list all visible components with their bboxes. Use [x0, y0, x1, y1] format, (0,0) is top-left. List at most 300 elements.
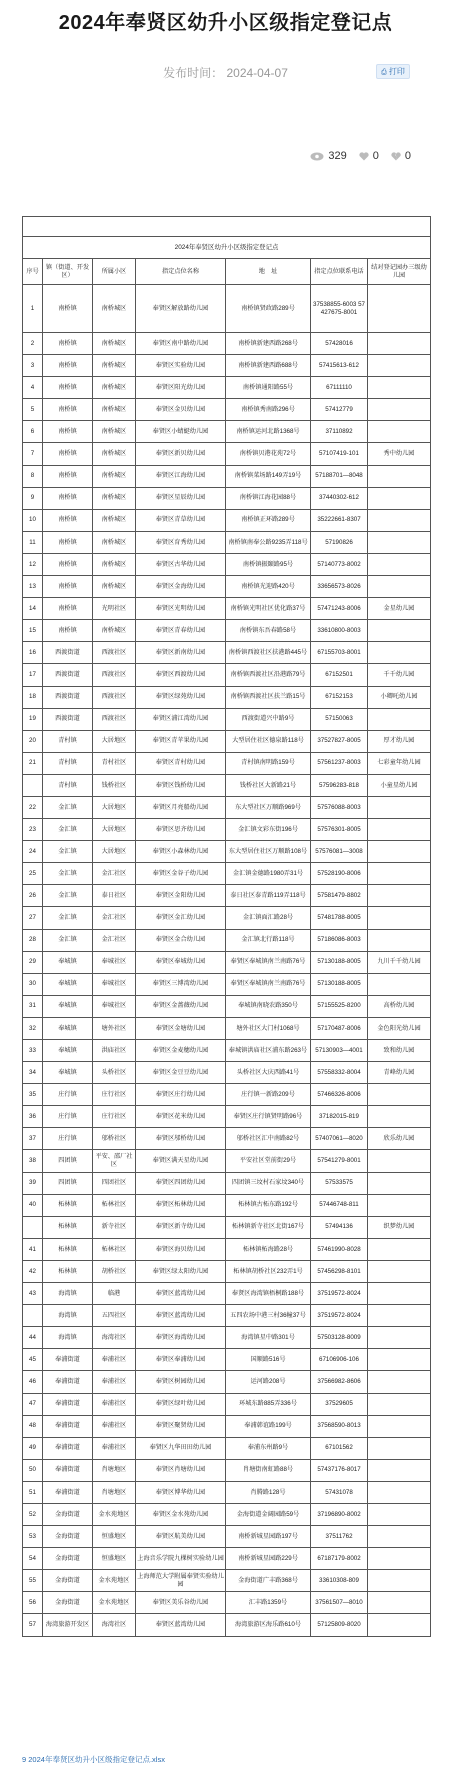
table-cell: 奉贤区阳光幼儿园 — [136, 377, 226, 399]
table-cell: 奉城镇 — [43, 1062, 93, 1084]
table-cell: 恒盛地区 — [93, 1526, 136, 1548]
table-row — [23, 1371, 431, 1393]
table-cell: 57561237-8003 — [311, 752, 368, 774]
attachment-link[interactable]: 9 2024年奉贤区幼升小区级指定登记点.xlsx — [22, 1755, 165, 1764]
table-cell: 庄行镇 — [43, 1106, 93, 1128]
publish-date: 2024-04-07 — [226, 66, 288, 80]
table-cell: 奉贤区海湾幼儿园 — [136, 1327, 226, 1349]
table-cell: 45 — [23, 1349, 43, 1371]
table-row — [23, 1238, 431, 1260]
table-cell: 南桥镇江海花园88号 — [226, 487, 311, 509]
table-cell — [368, 553, 431, 575]
table-cell — [23, 1216, 43, 1238]
table-row — [23, 1062, 431, 1084]
table-cell: 奉浦韩谊路199号 — [226, 1415, 311, 1437]
table-cell: 南桥城区 — [93, 531, 136, 553]
table-cell: 17 — [23, 664, 43, 686]
table-cell: 67111110 — [311, 377, 368, 399]
table-cell — [368, 1172, 431, 1194]
table-cell: 4 — [23, 377, 43, 399]
table-cell: 奉贤区四团幼儿园 — [136, 1172, 226, 1194]
table-cell: 奉贤区柘林幼儿园 — [136, 1194, 226, 1216]
table-cell: 南桥镇贝港花苑72号 — [226, 443, 311, 465]
table-cell: 奉浦街道 — [43, 1415, 93, 1437]
table-cell: 秀中幼儿园 — [368, 443, 431, 465]
table-cell: 奉贤区金蔷薇幼儿园 — [136, 995, 226, 1017]
header-cell: 结对登记园办三级幼儿园 — [368, 259, 431, 285]
table-cell — [368, 285, 431, 333]
table-cell: 43 — [23, 1283, 43, 1305]
broken-heart-icon — [391, 152, 401, 161]
table-row — [23, 1526, 431, 1548]
table-cell: 柘林社区 — [93, 1238, 136, 1260]
table-cell: 22 — [23, 796, 43, 818]
table-cell — [368, 576, 431, 598]
table-cell: 48 — [23, 1415, 43, 1437]
table-cell: 西渡社区 — [93, 686, 136, 708]
table-cell: 3 — [23, 355, 43, 377]
table-cell: 奉贤区小蜻蜓幼儿园 — [136, 421, 226, 443]
table-cell: 南桥镇通阳路55号 — [226, 377, 311, 399]
table-cell: 46 — [23, 1371, 43, 1393]
table-cell: 奉贤区金塘幼儿园 — [136, 1017, 226, 1039]
table-cell: 57576088-8003 — [311, 796, 368, 818]
table-cell: 奉贤区航美幼儿园 — [136, 1526, 226, 1548]
table-cell: 57130188-8005 — [311, 973, 368, 995]
table-cell: 奉贤区博华幼儿园 — [136, 1481, 226, 1503]
table-cell: 37568590-8013 — [311, 1415, 368, 1437]
table-cell: 51 — [23, 1481, 43, 1503]
table-cell: 21 — [23, 752, 43, 774]
table-cell: 7 — [23, 443, 43, 465]
table-cell: 奉贤区小森林幼儿园 — [136, 841, 226, 863]
table-cell: 奉贤区青村幼儿园 — [136, 752, 226, 774]
table-row — [23, 1216, 431, 1238]
table-cell: 南桥镇运河北路1368号 — [226, 421, 311, 443]
table-cell: 金汇镇 — [43, 885, 93, 907]
table-cell: 金海街道 — [43, 1570, 93, 1592]
table-cell — [368, 1260, 431, 1282]
table-cell: 肖塘地区 — [93, 1459, 136, 1481]
table-cell: 邬桥社区汇中南路82号 — [226, 1128, 311, 1150]
table-cell: 奉贤区肖塘幼儿园 — [136, 1459, 226, 1481]
table-row — [23, 1084, 431, 1106]
table-row — [23, 1437, 431, 1459]
print-label: 打印 — [388, 67, 405, 76]
table-cell: 南桥镇 — [43, 443, 93, 465]
table-cell: 光明社区 — [93, 598, 136, 620]
table-cell: 10 — [23, 509, 43, 531]
table-cell: 五四农场中港三村36幢37号 — [226, 1305, 311, 1327]
table-row — [23, 1283, 431, 1305]
table-cell: 环城东路885弄336号 — [226, 1393, 311, 1415]
table-cell: 柘林镇 — [43, 1238, 93, 1260]
table-cell: 西渡社区 — [93, 708, 136, 730]
table-cell: 头桥社区 — [93, 1062, 136, 1084]
table-row — [23, 1194, 431, 1216]
table-cell: 67155703-8001 — [311, 642, 368, 664]
table-cell: 南桥城区 — [93, 355, 136, 377]
table-cell: 海湾镇星中路301号 — [226, 1327, 311, 1349]
table-cell: 奉浦社区 — [93, 1437, 136, 1459]
table-row — [23, 1393, 431, 1415]
table-cell: 2 — [23, 333, 43, 355]
table-cell — [368, 841, 431, 863]
table-cell: 柘林社区 — [93, 1194, 136, 1216]
table-cell: 37519572-8024 — [311, 1283, 368, 1305]
table-row — [23, 465, 431, 487]
table-cell: 南桥镇光迎路420号 — [226, 576, 311, 598]
table-cell: 金海街道 — [43, 1592, 93, 1614]
table-cell: 57456298-8101 — [311, 1260, 368, 1282]
table-cell: 奉贤区思齐幼儿园 — [136, 819, 226, 841]
table-cell: 49 — [23, 1437, 43, 1459]
table-cell: 57428016 — [311, 333, 368, 355]
table-cell: 肖塘地区 — [93, 1481, 136, 1503]
table-cell: 千千幼儿园 — [368, 664, 431, 686]
table-cell: 57541279-8001 — [311, 1150, 368, 1172]
table-cell: 18 — [23, 686, 43, 708]
table-cell: 庄行社区 — [93, 1084, 136, 1106]
table-cell: 海湾镇 — [43, 1283, 93, 1305]
table-cell: 奉贤区奉城镇南兰南路76号 — [226, 951, 311, 973]
table-cell: 37561507—8010 — [311, 1592, 368, 1614]
table-cell: 南桥新城星园路197号 — [226, 1526, 311, 1548]
table-cell: 67187179-8002 — [311, 1548, 368, 1570]
table-cell: 奉贤区金汇幼儿园 — [136, 907, 226, 929]
table-cell: 奉贤区金合幼儿园 — [136, 929, 226, 951]
table-cell — [368, 1238, 431, 1260]
table-cell: 南桥城区 — [93, 465, 136, 487]
table-cell: 南桥镇贤政路289号 — [226, 285, 311, 333]
table-cell — [368, 1459, 431, 1481]
table-cell: 东大型社区万顺路969号 — [226, 796, 311, 818]
table-cell: 奉城社区 — [93, 995, 136, 1017]
table-cell — [368, 465, 431, 487]
table-cell: 金海街道广丰路368号 — [226, 1570, 311, 1592]
table-cell — [368, 1283, 431, 1305]
table-row — [23, 1106, 431, 1128]
table-cell: 平安社区堂前街29号 — [226, 1150, 311, 1172]
table-cell: 8 — [23, 465, 43, 487]
table-cell: 金汇镇北行路118号 — [226, 929, 311, 951]
table-cell — [368, 1371, 431, 1393]
table-cell: 南桥镇 — [43, 355, 93, 377]
table-cell: 奉浦街道 — [43, 1459, 93, 1481]
table-cell: 九川千千幼儿园 — [368, 951, 431, 973]
table-row — [23, 1128, 431, 1150]
table-row — [23, 333, 431, 355]
table-cell: 57533575 — [311, 1172, 368, 1194]
table-cell: 57415613-612 — [311, 355, 368, 377]
table-cell: 西渡社区 — [93, 642, 136, 664]
table-cell: 奉贤区蓝湾幼儿园 — [136, 1614, 226, 1636]
table-cell: 国顺路516号 — [226, 1349, 311, 1371]
table-cell — [368, 796, 431, 818]
table-cell: 奉贤区金水苑幼儿园 — [136, 1503, 226, 1525]
table-cell: 奉贤区古华幼儿园 — [136, 553, 226, 575]
table-row — [23, 1150, 431, 1172]
table-cell: 大居地区 — [93, 796, 136, 818]
table-cell — [368, 1106, 431, 1128]
table-cell: 奉贤区光明幼儿园 — [136, 598, 226, 620]
header-cell: 所属小区 — [93, 259, 136, 285]
table-cell: 塘外社区大门村1068号 — [226, 1017, 311, 1039]
table-row — [23, 1415, 431, 1437]
table-cell: 西渡街道兴中路9号 — [226, 708, 311, 730]
table-cell — [368, 421, 431, 443]
table-cell: 南桥镇菜场路149弄19号 — [226, 465, 311, 487]
table-cell — [368, 1503, 431, 1525]
table-cell: 西渡街道 — [43, 686, 93, 708]
table-cell: 29 — [23, 951, 43, 973]
table-cell: 青村社区 — [93, 752, 136, 774]
table-cell: 海湾社区 — [93, 1327, 136, 1349]
table-row — [23, 1592, 431, 1614]
table-row — [23, 285, 431, 333]
views-count: 329 — [328, 150, 347, 162]
table-cell: 奉贤区邬桥幼儿园 — [136, 1128, 226, 1150]
likes-count: 0 — [372, 150, 379, 162]
table-cell: 平安、邵厂社区 — [93, 1150, 136, 1172]
table-cell: 金海街道金阔园路59号 — [226, 1503, 311, 1525]
table-cell: 30 — [23, 973, 43, 995]
table-cell: 庄行镇一新路209号 — [226, 1084, 311, 1106]
table-cell: 南桥镇西渡社区扶兰路15号 — [226, 686, 311, 708]
table-cell: 五四社区 — [93, 1305, 136, 1327]
table-cell: 金汇镇金德路1980弄31号 — [226, 863, 311, 885]
table-cell: 肖腾路128号 — [226, 1481, 311, 1503]
table-row — [23, 730, 431, 752]
table-cell: 9 — [23, 487, 43, 509]
table-cell: 14 — [23, 598, 43, 620]
table-cell: 四团社区 — [93, 1172, 136, 1194]
table-cell: 海湾旅游区海乐路610号 — [226, 1614, 311, 1636]
table-cell — [368, 1415, 431, 1437]
table-cell — [368, 1548, 431, 1570]
table-cell: 庄行镇 — [43, 1128, 93, 1150]
table-cell: 奉城镇 — [43, 1040, 93, 1062]
table-cell: 致和幼儿园 — [368, 1040, 431, 1062]
table-cell — [23, 774, 43, 796]
table-cell: 57150063 — [311, 708, 368, 730]
table-cell: 47 — [23, 1393, 43, 1415]
table-cell: 海湾镇 — [43, 1305, 93, 1327]
table-cell: 1 — [23, 285, 43, 333]
print-button[interactable] — [376, 64, 410, 79]
table-cell: 厚才幼儿园 — [368, 730, 431, 752]
table-cell: 57 — [23, 1614, 43, 1636]
table-cell — [368, 708, 431, 730]
table-cell: 南桥城区 — [93, 377, 136, 399]
table-cell: 金汇镇文彩东街196号 — [226, 819, 311, 841]
table-cell: 南桥镇南奉公路9235弄118号 — [226, 531, 311, 553]
table-cell: 奉贤区钱桥幼儿园 — [136, 774, 226, 796]
table-cell: 奉贤区海湾镇梧桐路188号 — [226, 1283, 311, 1305]
table-cell: 南桥城区 — [93, 620, 136, 642]
table-cell: 35222661-8307 — [311, 509, 368, 531]
table-cell: 大居地区 — [93, 841, 136, 863]
table-cell: 南桥城区 — [93, 333, 136, 355]
table-cell: 33610800-8003 — [311, 620, 368, 642]
table-row — [23, 487, 431, 509]
table-cell: 54 — [23, 1548, 43, 1570]
table-cell: 金汇镇 — [43, 929, 93, 951]
table-cell: 东大型居住社区万顺路108号 — [226, 841, 311, 863]
likes-stat[interactable] — [359, 150, 379, 162]
table-cell: 奉贤区南中路幼儿园 — [136, 333, 226, 355]
printer-icon: ⎙ — [381, 69, 387, 76]
table-cell: 南桥新城星园路229号 — [226, 1548, 311, 1570]
table-cell: 金汇镇面汇路28号 — [226, 907, 311, 929]
table-cell: 奉贤区西渡幼儿园 — [136, 664, 226, 686]
table-cell: 南桥镇 — [43, 421, 93, 443]
table-row — [23, 686, 431, 708]
table-cell: 奉浦社区 — [93, 1349, 136, 1371]
table-cell: 57481788-8005 — [311, 907, 368, 929]
table-cell: 57188701—8048 — [311, 465, 368, 487]
table-cell: 青村镇南明路159号 — [226, 752, 311, 774]
table-cell: 57412779 — [311, 399, 368, 421]
table-cell: 奉浦街道 — [43, 1437, 93, 1459]
table-cell: 37440302-612 — [311, 487, 368, 509]
table-row — [23, 1614, 431, 1636]
table-cell: 57576301-8005 — [311, 819, 368, 841]
table-row — [23, 841, 431, 863]
table-cell: 33610308-809 — [311, 1570, 368, 1592]
table-cell: 胡桥社区 — [93, 1260, 136, 1282]
table-cell: 57190826 — [311, 531, 368, 553]
table-cell: 海湾旅游开发区 — [43, 1614, 93, 1636]
table-cell: 柘林镇古柘东路192号 — [226, 1194, 311, 1216]
table-cell: 运河路208号 — [226, 1371, 311, 1393]
table-cell: 庄行社区 — [93, 1106, 136, 1128]
table-cell: 奉贤区金麦穗幼儿园 — [136, 1040, 226, 1062]
table-cell: 奉贤区满天星幼儿园 — [136, 1150, 226, 1172]
table-cell: 金水苑地区 — [93, 1503, 136, 1525]
table-cell: 南桥城区 — [93, 576, 136, 598]
table-cell: 奉贤区绿太阳幼儿园 — [136, 1260, 226, 1282]
table-cell: 奉贤区金谷子幼儿园 — [136, 863, 226, 885]
table-cell: 奉贤区花米幼儿园 — [136, 1106, 226, 1128]
table-cell: 57407061—8020 — [311, 1128, 368, 1150]
table-cell: 57431078 — [311, 1481, 368, 1503]
table-cell: 新寺社区 — [93, 1216, 136, 1238]
table-cell: 57558332-8004 — [311, 1062, 368, 1084]
table-cell: 奉城社区 — [93, 973, 136, 995]
table-cell: 海湾社区 — [93, 1614, 136, 1636]
dislikes-stat[interactable] — [391, 150, 411, 162]
table-cell: 南桥镇 — [43, 377, 93, 399]
table-cell: 奉贤区青草幼儿园 — [136, 509, 226, 531]
table-cell: 奉浦社区 — [93, 1393, 136, 1415]
table-cell: 头桥社区大庆西路41号 — [226, 1062, 311, 1084]
table-cell — [368, 1570, 431, 1592]
table-cell: 泰日社区 — [93, 885, 136, 907]
table-cell: 金汇镇 — [43, 863, 93, 885]
table-cell — [368, 1393, 431, 1415]
table-row — [23, 1481, 431, 1503]
table-cell: 织梦幼儿园 — [368, 1216, 431, 1238]
table-row — [23, 1548, 431, 1570]
table-cell: 奉浦社区 — [93, 1415, 136, 1437]
table-cell: 西渡街道 — [43, 708, 93, 730]
table-cell: 奉浦街道 — [43, 1393, 93, 1415]
header-cell: 镇（街道、开发区） — [43, 259, 93, 285]
table-row — [23, 885, 431, 907]
table-cell: 奉贤区奉城幼儿园 — [136, 951, 226, 973]
table-cell — [368, 929, 431, 951]
table-cell: 37182015-819 — [311, 1106, 368, 1128]
table-cell: 57186086-8003 — [311, 929, 368, 951]
table-cell: 39 — [23, 1172, 43, 1194]
table-cell — [368, 1614, 431, 1636]
table-cell — [368, 1349, 431, 1371]
table-cell: 24 — [23, 841, 43, 863]
table-cell: 南桥镇正环路289号 — [226, 509, 311, 531]
table-cell: 奉贤区育秀幼儿园 — [136, 531, 226, 553]
table-blank-row — [23, 217, 431, 237]
table-row — [23, 708, 431, 730]
table-row — [23, 1570, 431, 1592]
table-row — [23, 973, 431, 995]
table-cell: 38 — [23, 1150, 43, 1172]
table-cell: 57125809-8020 — [311, 1614, 368, 1636]
table-cell: 57107419-101 — [311, 443, 368, 465]
table-cell: 青村镇 — [43, 730, 93, 752]
table-row — [23, 642, 431, 664]
table-cell: 四团镇三坟村石家坟340号 — [226, 1172, 311, 1194]
table-cell: 25 — [23, 863, 43, 885]
table-cell: 南桥镇 — [43, 553, 93, 575]
table-cell: 12 — [23, 553, 43, 575]
table-cell: 金汇镇 — [43, 907, 93, 929]
dislikes-count: 0 — [404, 150, 411, 162]
table-cell — [368, 377, 431, 399]
table-cell: 57170487-8006 — [311, 1017, 368, 1039]
table-cell: 57446748-811 — [311, 1194, 368, 1216]
table-cell: 36 — [23, 1106, 43, 1128]
table-cell: 奉贤区青苹果幼儿园 — [136, 730, 226, 752]
table-cell: 奉贤区江海幼儿园 — [136, 465, 226, 487]
table-cell: 西渡街道 — [43, 642, 93, 664]
table-cell: 6 — [23, 421, 43, 443]
table-cell: 42 — [23, 1260, 43, 1282]
table-cell: 23 — [23, 819, 43, 841]
table-cell: 南桥城区 — [93, 399, 136, 421]
table-cell: 37529605 — [311, 1393, 368, 1415]
table-cell: 柘林镇柘海路28号 — [226, 1238, 311, 1260]
table-cell: 奉浦东州路9号 — [226, 1437, 311, 1459]
table-row — [23, 1459, 431, 1481]
table-cell: 金色阳光幼儿园 — [368, 1017, 431, 1039]
table-cell: 青村镇 — [43, 752, 93, 774]
table-cell: 南桥镇振颐路95号 — [226, 553, 311, 575]
table-cell: 南桥镇 — [43, 465, 93, 487]
table-row — [23, 995, 431, 1017]
table-cell: 南桥城区 — [93, 421, 136, 443]
table-cell: 肖塘街南虹路88号 — [226, 1459, 311, 1481]
table-cell: 青峰幼儿园 — [368, 1062, 431, 1084]
table-cell — [368, 333, 431, 355]
table-row — [23, 421, 431, 443]
table-cell — [368, 399, 431, 421]
table-cell: 奉贤区聚贤幼儿园 — [136, 1415, 226, 1437]
table-cell: 奉城镇 — [43, 951, 93, 973]
table-cell: 汇丰路1359号 — [226, 1592, 311, 1614]
table-cell: 奉贤区新贝幼儿园 — [136, 443, 226, 465]
table-row — [23, 443, 431, 465]
